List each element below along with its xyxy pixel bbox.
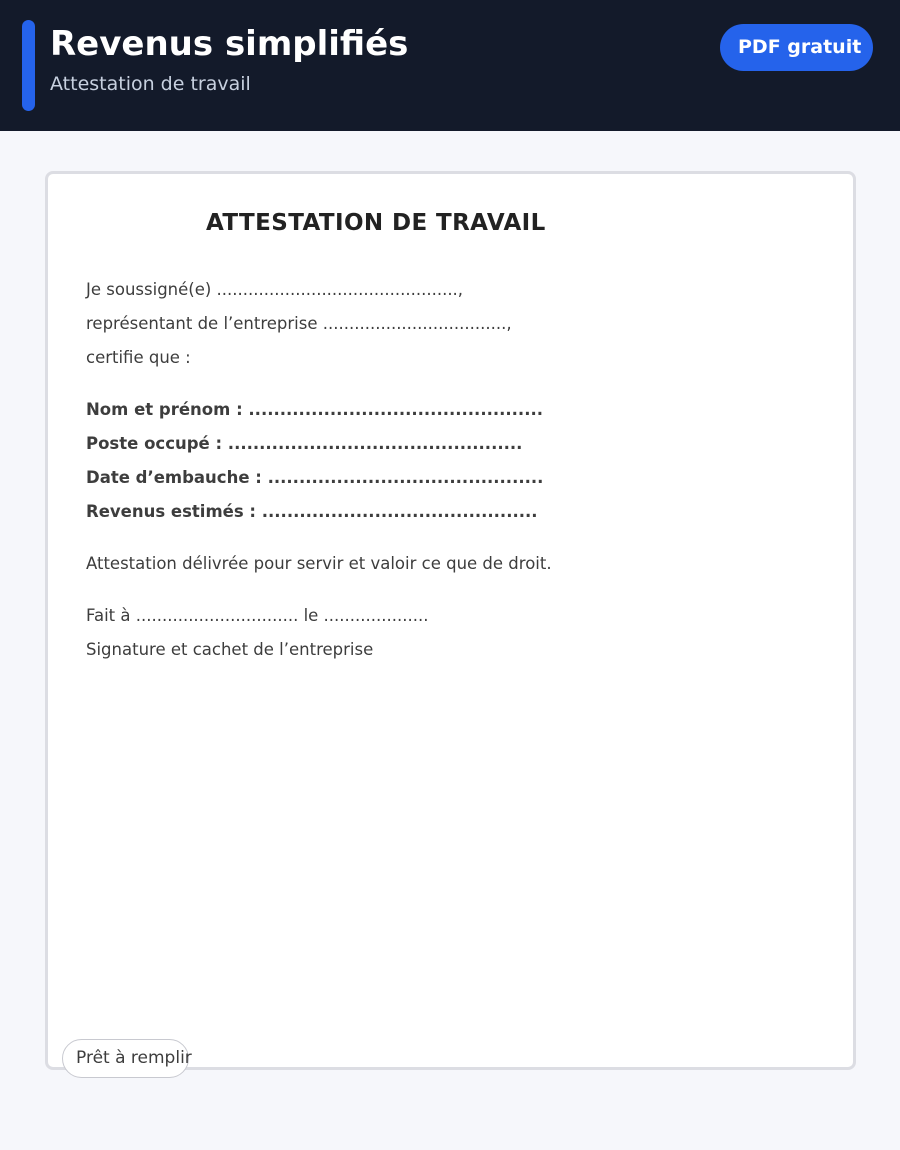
status-badge: Prêt à remplir — [62, 1039, 189, 1078]
app-title: Revenus simplifiés — [50, 24, 409, 64]
field-income: Revenus estimés : ............................................ — [86, 502, 538, 521]
document-title: ATTESTATION DE TRAVAIL — [206, 210, 546, 236]
page-subtitle: Attestation de travail — [50, 73, 251, 95]
statement-text: Attestation délivrée pour servir et valoir ce que de droit. — [86, 554, 552, 573]
field-position: Poste occupé : ............................................... — [86, 434, 523, 453]
field-name: Nom et prénom : ............................................... — [86, 400, 544, 419]
document-preview — [45, 171, 856, 1070]
brand-accent-bar — [22, 20, 35, 111]
app-header — [0, 0, 900, 131]
intro-line-certify: certifie que : — [86, 348, 191, 367]
intro-line-company: représentant de l’entreprise ..................................., — [86, 314, 512, 333]
place-date-line: Fait à ............................... le .................... — [86, 606, 429, 625]
signature-line: Signature et cachet de l’entreprise — [86, 640, 374, 659]
pdf-download-button[interactable]: PDF gratuit — [720, 24, 873, 71]
field-hire-date: Date d’embauche : ............................................ — [86, 468, 544, 487]
intro-line-signatory: Je soussigné(e) .............................................., — [86, 280, 464, 299]
